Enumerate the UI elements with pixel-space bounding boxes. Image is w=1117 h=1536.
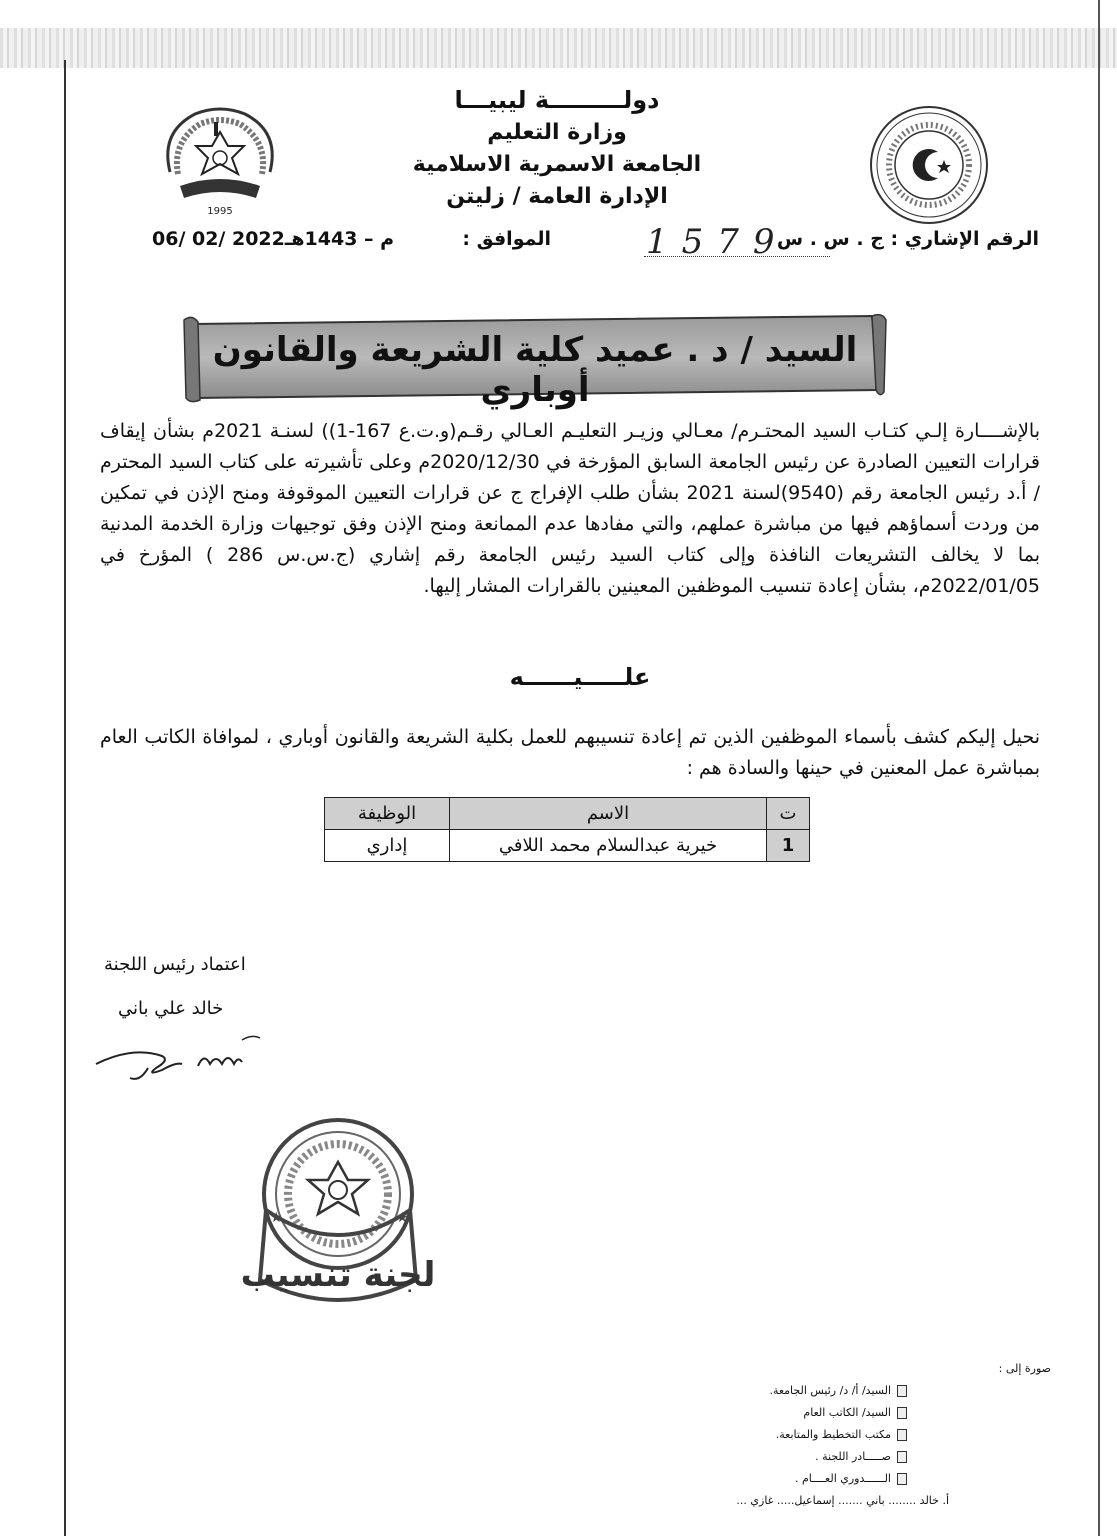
alaihi-heading: علـــــيــــــه	[509, 663, 651, 691]
government-seal-icon	[868, 104, 990, 226]
svg-text:★: ★	[270, 1210, 283, 1226]
document-icon	[897, 1385, 907, 1397]
table-cell-job: إداري	[325, 830, 450, 862]
table-header-index: ت	[767, 798, 810, 830]
staff-table	[324, 797, 810, 862]
reference-label: الرقم الإشاري : ج . س . س	[776, 228, 1039, 250]
administration-name: الإدارة العامة / زليتن	[446, 184, 668, 209]
cc-item-5: الــــــدوري العــــام .	[795, 1472, 907, 1485]
document-icon	[897, 1473, 907, 1485]
body-paragraph-2: نحيل إليكم كشف بأسماء الموظفين الذين تم إعادة تنسيبهم للعمل بكلية الشريعة والقانون أوباري ، لموافاة الكاتب العام بمباشرة عمل المعنين في حينها والسادة هم :	[100, 726, 1040, 779]
table-header-name: الاسم	[450, 798, 767, 830]
left-border-line	[64, 60, 66, 1536]
cc-item-3: مكتب التخطيط والمتابعة.	[776, 1428, 907, 1441]
right-border-line	[1098, 0, 1100, 1536]
cc-label-text: صورة إلى :	[998, 1362, 1051, 1375]
university-name: الجامعة الاسمرية الاسلامية	[412, 152, 702, 177]
reference-dotted-line	[644, 256, 830, 257]
document-icon	[897, 1429, 907, 1441]
table-cell-index: 1	[767, 830, 810, 862]
document-icon	[897, 1451, 907, 1463]
university-seal-year: 1995	[207, 206, 233, 217]
table-row	[325, 830, 810, 862]
date-label: الموافق :	[462, 228, 551, 250]
table-cell-name: خيرية عبدالسلام محمد اللافي	[450, 830, 767, 862]
addressee-title: السيد / د . عميد كلية الشريعة والقانون أوباري	[212, 330, 858, 410]
cc-label	[999, 1362, 1051, 1375]
stamp-text: لجنة تنسيب	[240, 1255, 436, 1295]
handwritten-signature	[92, 1026, 270, 1088]
document-icon	[897, 1407, 907, 1419]
cc-footer: أ. خالد ........ باني ....... إسماعيل..... غازي ...	[736, 1494, 949, 1507]
cc-item-1: السيد/ أ/ د/ رئيس الجامعة.	[769, 1384, 907, 1397]
university-seal-icon	[150, 102, 290, 220]
date-value: 06/ 02/ 2022م – 1443هـ	[152, 228, 395, 250]
committee-stamp-icon	[236, 1110, 440, 1316]
cc-item-2: السيد/ الكاتب العام	[803, 1406, 907, 1419]
scan-artifact-strip	[0, 28, 1117, 68]
ministry-name: وزارة التعليم	[487, 120, 627, 145]
state-name: دولـــــــــة ليبيـــا	[454, 86, 660, 114]
signature-title: اعتماد رئيس اللجنة	[104, 954, 246, 975]
table-header-job: الوظيفة	[325, 798, 450, 830]
cc-item-4: صـــــادر اللجنة .	[815, 1450, 907, 1463]
table-header-row	[325, 798, 810, 830]
signature-name: خالد علي باني	[118, 998, 224, 1019]
body-paragraph-1: بالإشــــارة إلـي كتـاب السيد المحتـرم/ معـالي وزيـر التعليـم العـالي رقـم(و.ت.ع 167-1)) لسنـة 2021م بشأن إيقاف قرارات التعيين الصادرة عن رئيس الجامعة السابق المؤرخة في 2020/12/30م وعلى تأشيرته على كتاب السيد المحترم / أ.د رئيس الجامعة رقم (9540)لسنة 2021 بشأن طلب الإفراج ج عن قرارات التعيين الموقوفة ومنح الإذن في تمكين من وردت أسماؤهم فيها من مباشرة عملهم، والتي مفادها عدم الممانعة ومنح الإذن وفق توجيهات وزارة الخدمة المدنية بما لا يخالف التشريعات النافذة وإلى كتاب السيد رئيس الجامعة رقم إشاري (ج.س.س 286 ) المؤرخ في 2022/01/05م، بشأن إعادة تنسيب الموظفين المعينين بالقرارات المشار إليها.	[100, 420, 1040, 597]
reference-number-value: 1579	[646, 222, 789, 262]
svg-text:★: ★	[396, 1210, 409, 1226]
